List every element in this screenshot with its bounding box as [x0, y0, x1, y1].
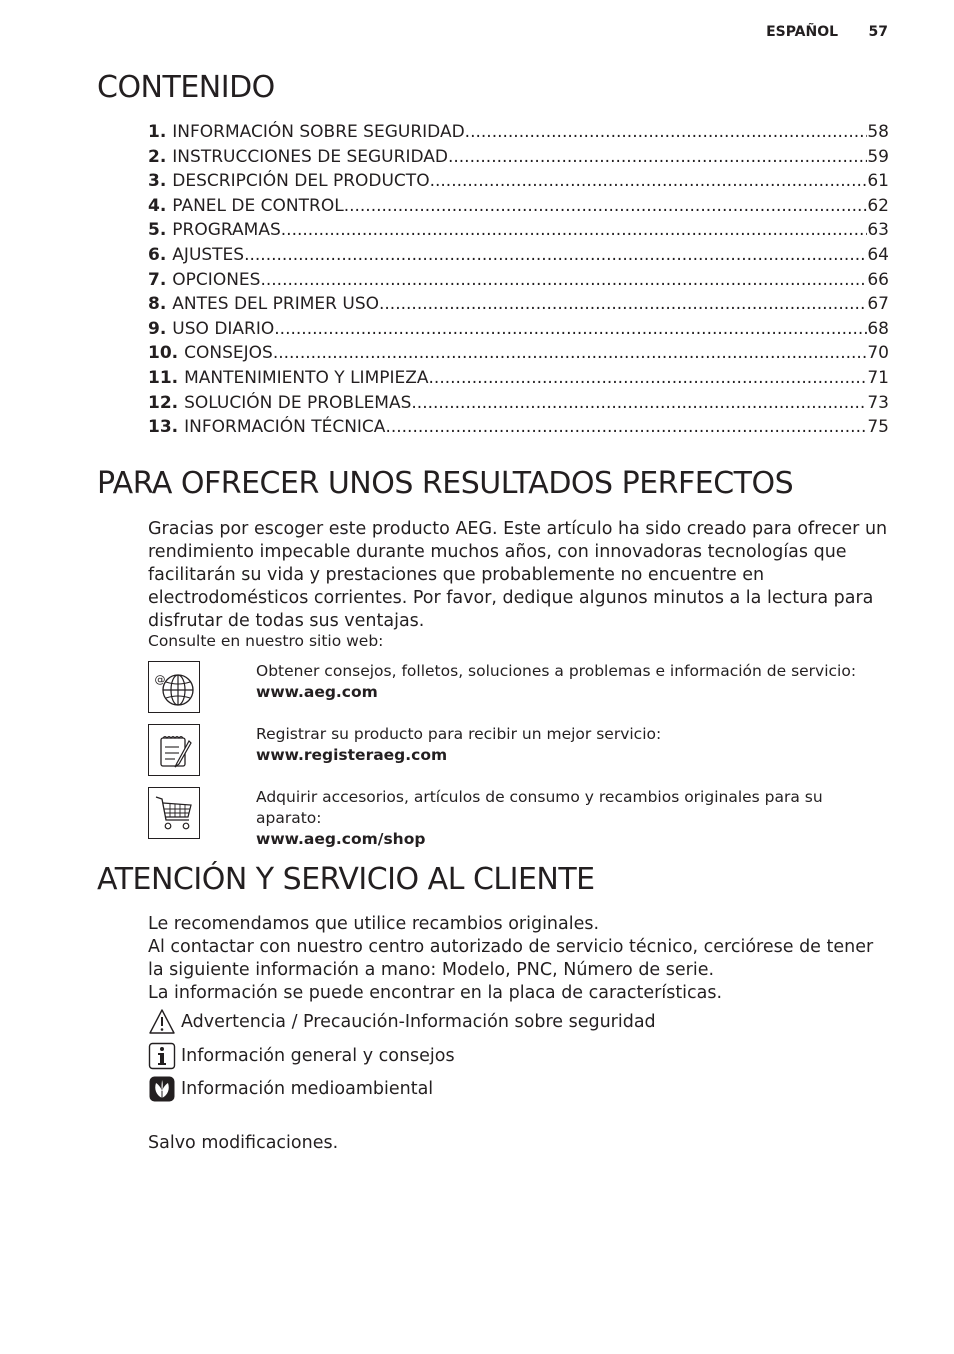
- web-link-url[interactable]: www.aeg.com/shop: [256, 830, 426, 848]
- toc-leader-dots: [274, 317, 867, 342]
- toc-item-page: 63: [867, 220, 889, 241]
- toc-leader-dots: [465, 120, 868, 145]
- toc-leader-dots: [429, 366, 868, 391]
- toc-item[interactable]: [148, 218, 889, 243]
- web-link-description: Registrar su producto para recibir un mejor servicio:: [256, 725, 662, 743]
- perfect-results-heading: PARA OFRECER UNOS RESULTADOS PERFECTOS: [97, 466, 794, 501]
- legend-text: Información medioambiental: [181, 1079, 434, 1099]
- toc-item-label: CONSEJOS: [184, 343, 273, 364]
- toc-item[interactable]: [148, 268, 889, 293]
- toc-item-number: 1.: [148, 122, 167, 142]
- toc-item-label: USO DIARIO: [172, 318, 275, 339]
- toc-item-number: 13.: [148, 417, 179, 438]
- toc-item-label: ANTES DEL PRIMER USO: [172, 294, 379, 315]
- toc-item-label: DESCRIPCIÓN DEL PRODUCTO: [172, 171, 430, 192]
- toc-leader-dots: [281, 218, 868, 243]
- toc-item-label: INSTRUCCIONES DE SEGURIDAD: [172, 146, 448, 167]
- service-line: La información se puede encontrar en la placa de características.: [148, 983, 723, 1003]
- toc-item-page: 59: [867, 146, 889, 167]
- web-link-description: Obtener consejos, folletos, soluciones a problemas e información de servicio:: [256, 662, 857, 680]
- page-number: 57: [868, 24, 888, 40]
- legend-text: Advertencia / Precaución-Información sobre seguridad: [181, 1012, 656, 1032]
- web-link-url[interactable]: www.aeg.com: [256, 683, 378, 701]
- toc-item-number: 4.: [148, 195, 167, 216]
- toc-item-label: SOLUCIÓN DE PROBLEMAS: [184, 392, 412, 413]
- toc-item-page: 70: [867, 343, 889, 364]
- environment-leaf-icon: [148, 1075, 176, 1103]
- toc-item-page: 75: [867, 417, 889, 438]
- consult-label: Consulte en nuestro sitio web:: [148, 632, 384, 650]
- toc-leader-dots: [379, 292, 867, 317]
- customer-service-heading: ATENCIÓN Y SERVICIO AL CLIENTE: [97, 862, 595, 897]
- toc-item-number: 9.: [148, 318, 167, 339]
- web-link-url[interactable]: www.registeraeg.com: [256, 746, 448, 764]
- toc-item-number: 3.: [148, 171, 167, 192]
- legend-text: Información general y consejos: [181, 1046, 455, 1066]
- info-icon: [148, 1042, 176, 1070]
- page-header: [766, 24, 888, 40]
- toc-item[interactable]: [148, 169, 889, 194]
- toc-item-page: 64: [867, 244, 889, 265]
- toc-item-number: 6.: [148, 244, 167, 265]
- toc-item-number: 7.: [148, 269, 167, 290]
- toc-leader-dots: [344, 194, 868, 219]
- intro-text: Gracias por escoger este producto AEG. Este artículo ha sido creado para ofrecer un rendimiento impecable durante muchos años, con innovadoras tecnologías que facilitarán su vida y prestaciones que probablemente no encuentre en electrodomésticos corrientes. Por favor, dedique algunos minutos a la lectura para disfrutar de todas sus ventajas.: [148, 519, 888, 631]
- toc-leader-dots: [260, 268, 867, 293]
- web-link-description: Adquirir accesorios, artículos de consumo y recambios originales para su aparato:: [256, 788, 823, 827]
- toc-item-number: 2.: [148, 146, 167, 167]
- toc-item-label: PANEL DE CONTROL: [172, 195, 344, 216]
- toc-item-number: 12.: [148, 392, 179, 413]
- footer-note: Salvo modificaciones.: [148, 1133, 339, 1153]
- toc-item-number: 8.: [148, 294, 167, 315]
- toc-leader-dots: [385, 415, 867, 440]
- svg-text:@: @: [154, 673, 166, 686]
- toc-leader-dots: [430, 169, 868, 194]
- toc-leader-dots: [244, 243, 867, 268]
- toc-item[interactable]: [148, 415, 889, 440]
- shopping-cart-icon: [148, 787, 200, 839]
- toc-item[interactable]: [148, 194, 889, 219]
- toc-item[interactable]: [148, 145, 889, 170]
- toc-item-label: AJUSTES: [172, 244, 245, 265]
- service-line: Al contactar con nuestro centro autorizado de servicio técnico, cerciórese de tener la siguiente información a mano: Modelo, PNC, Número de serie.: [148, 937, 874, 980]
- toc-item-page: 66: [867, 269, 889, 290]
- warning-triangle-icon: [148, 1008, 176, 1036]
- service-paragraph: [148, 913, 893, 1005]
- toc-item-label: OPCIONES: [172, 269, 261, 290]
- toc-item-page: 73: [867, 392, 889, 413]
- toc-leader-dots: [411, 391, 867, 416]
- register-notepad-icon: [148, 724, 200, 776]
- toc-leader-dots: [273, 341, 868, 366]
- toc-item[interactable]: [148, 317, 889, 342]
- toc-item-page: 68: [867, 318, 889, 339]
- toc-item-page: 62: [867, 195, 889, 216]
- toc-item-number: 5.: [148, 220, 167, 241]
- toc-item[interactable]: [148, 243, 889, 268]
- language-label: ESPAÑOL: [766, 24, 839, 40]
- toc-item-page: 67: [867, 294, 889, 315]
- legend-info: [148, 1042, 455, 1070]
- toc-leader-dots: [448, 145, 867, 170]
- toc-item-number: 11.: [148, 367, 179, 388]
- globe-at-icon: [148, 661, 200, 713]
- table-of-contents: [148, 120, 889, 440]
- contents-heading: CONTENIDO: [97, 70, 275, 105]
- toc-item[interactable]: [148, 292, 889, 317]
- service-line: Le recomendamos que utilice recambios originales.: [148, 914, 600, 934]
- toc-item-label: INFORMACIÓN SOBRE SEGURIDAD: [172, 122, 465, 142]
- toc-item[interactable]: [148, 391, 889, 416]
- toc-item[interactable]: [148, 366, 889, 391]
- toc-item-page: 61: [867, 171, 889, 192]
- toc-item-label: PROGRAMAS: [172, 220, 281, 241]
- toc-item-label: MANTENIMIENTO Y LIMPIEZA: [184, 367, 429, 388]
- toc-item-label: INFORMACIÓN TÉCNICA: [184, 417, 386, 438]
- intro-paragraph: [148, 518, 893, 633]
- toc-item[interactable]: [148, 341, 889, 366]
- toc-item-number: 10.: [148, 343, 179, 364]
- legend-warning: [148, 1008, 656, 1036]
- toc-item-page: 58: [867, 122, 889, 142]
- toc-item[interactable]: [148, 120, 889, 145]
- legend-environment: [148, 1075, 433, 1103]
- toc-item-page: 71: [867, 367, 889, 388]
